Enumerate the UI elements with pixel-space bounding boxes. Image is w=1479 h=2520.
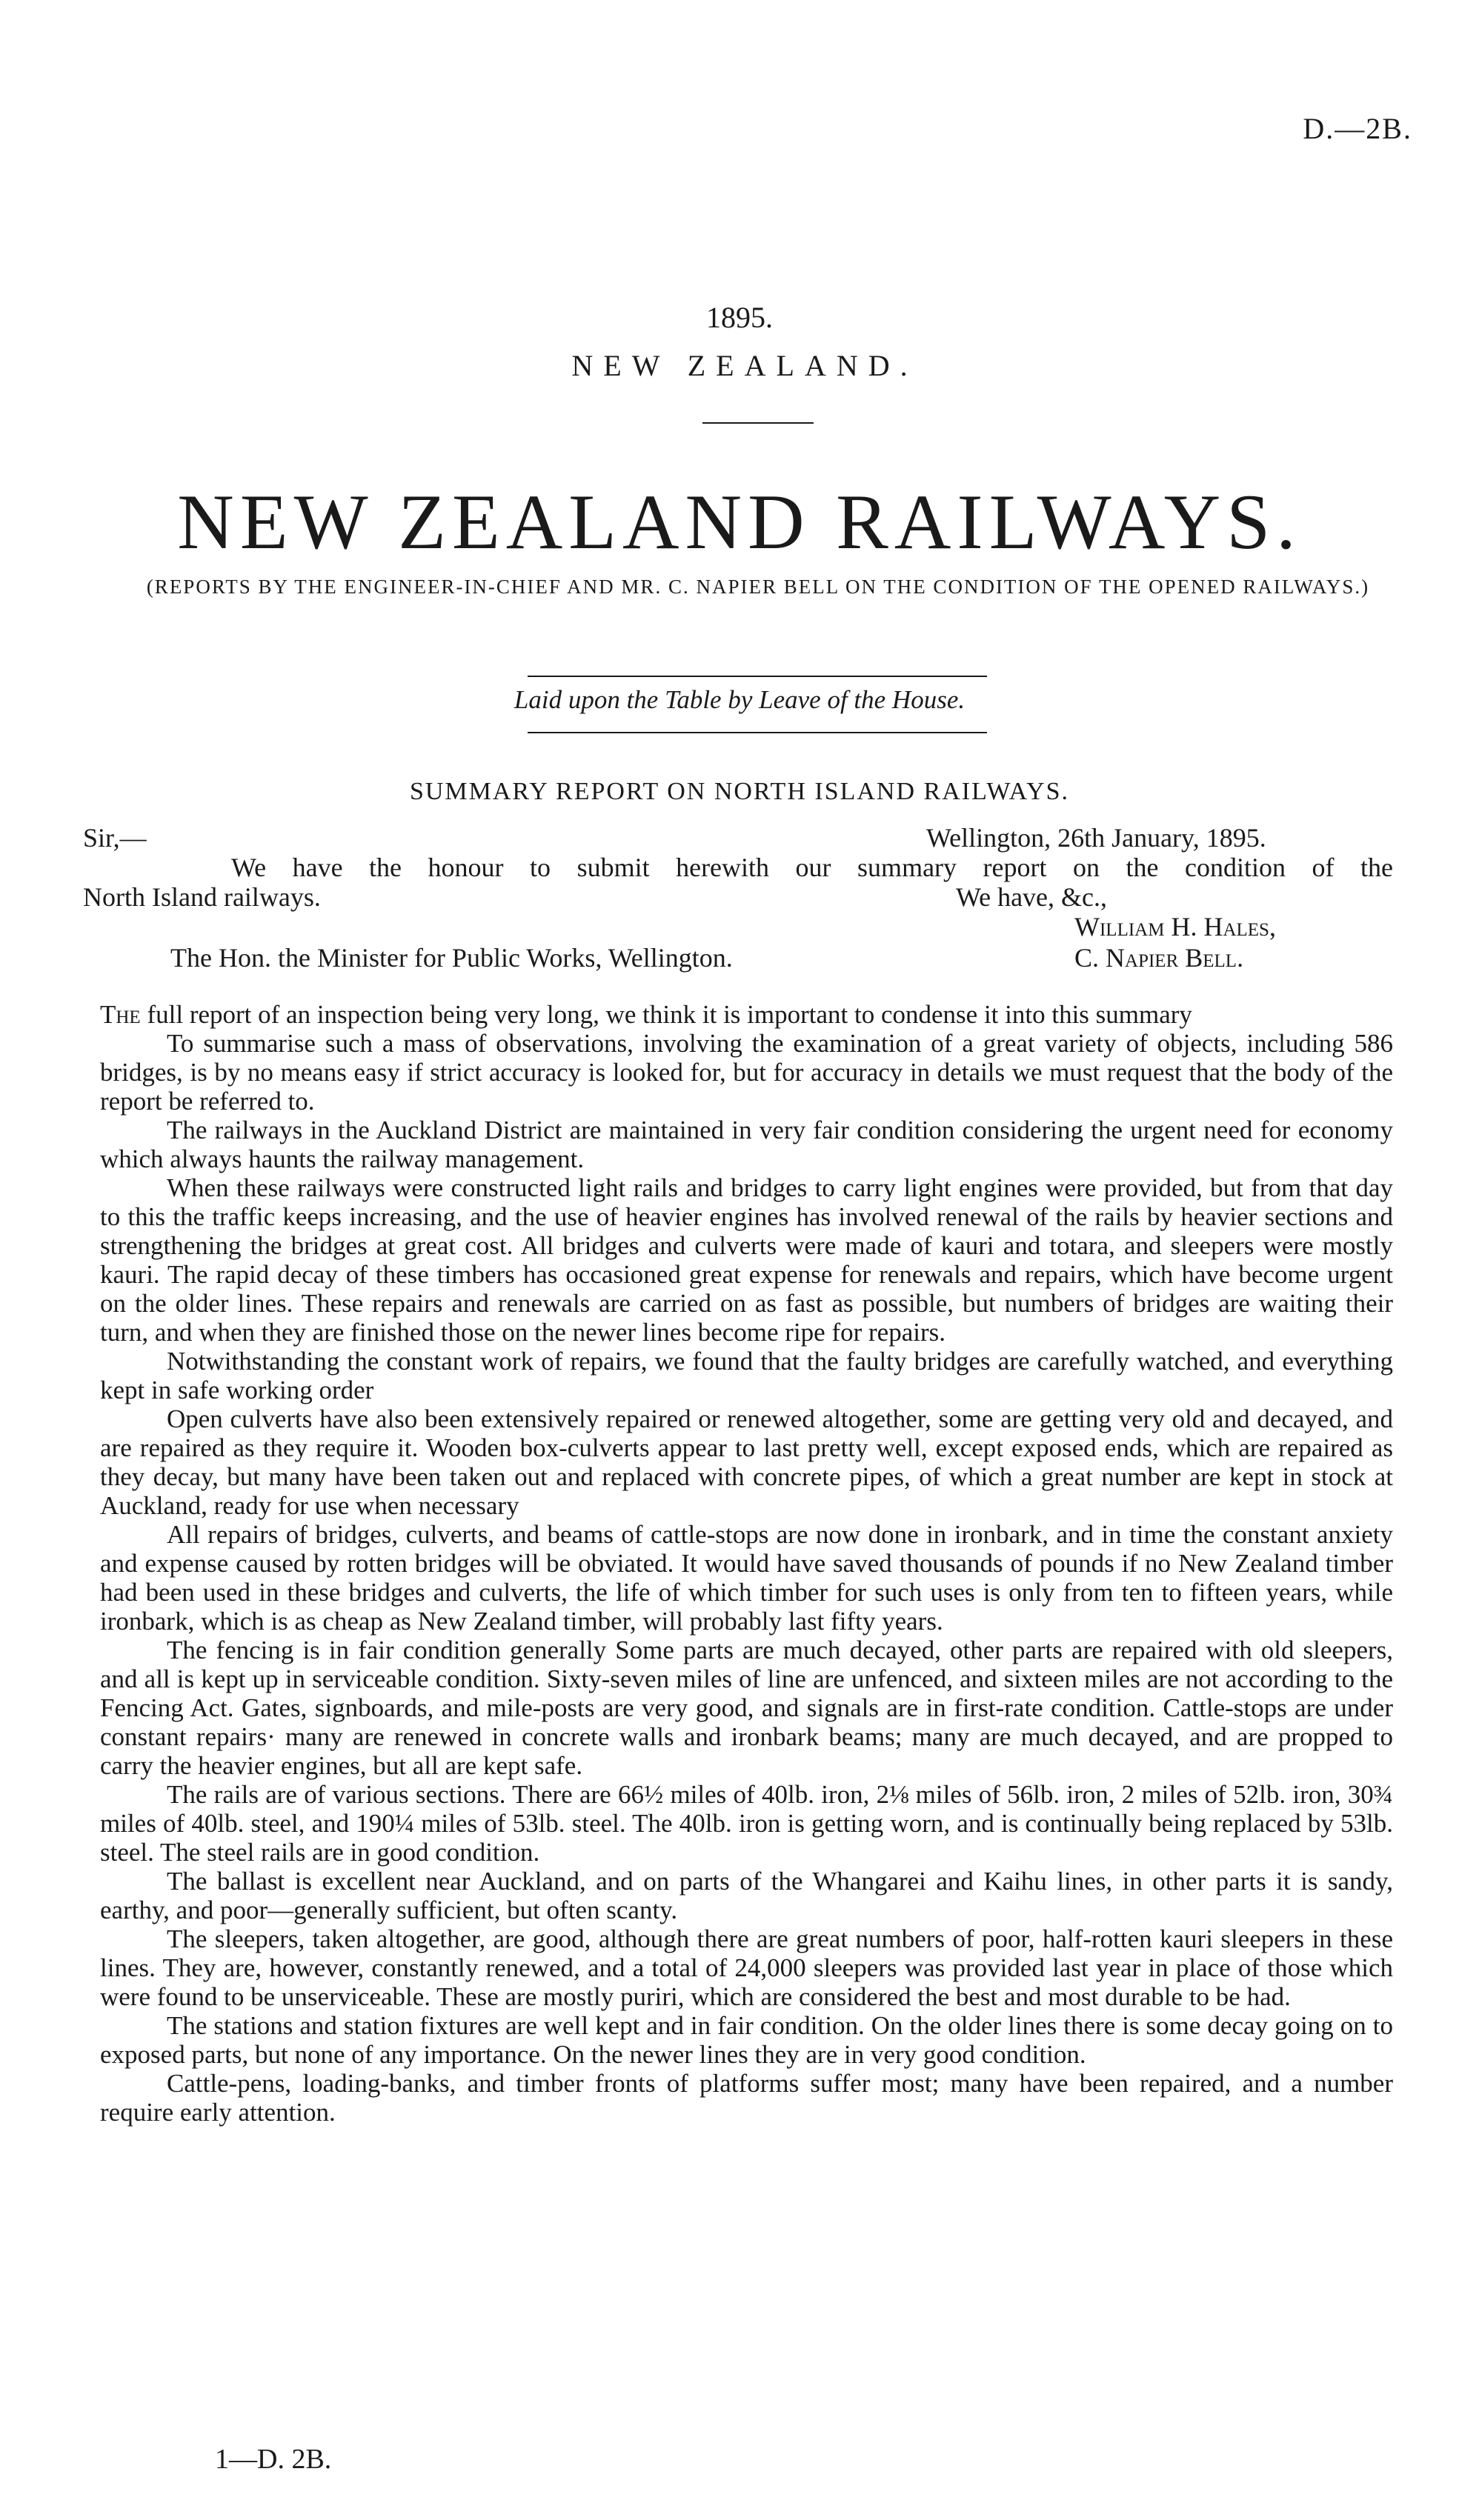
- report-paragraph: Open culverts have also been extensively repaired or renewed altogether, some are getting very old and decayed, and are repaired as they require it. Wooden box-culverts appear to last pretty well, except exposed ends, which are repaired as they decay, but many have been taken out and replaced with concrete pipes, of which a great number are kept in stock at Auckland, ready for use when necessary: [100, 1404, 1393, 1520]
- report-paragraph: Cattle-pens, loading-banks, and timber fronts of platforms suffer most; many have been repaired, and a number require early attention.: [100, 2069, 1393, 2127]
- publication-year: 1895.: [706, 301, 773, 334]
- signature: William H. Hales,: [1074, 912, 1276, 941]
- divider-rule: [528, 732, 987, 733]
- signature: C. Napier Bell.: [1074, 943, 1244, 973]
- report-paragraph: The sleepers, taken altogether, are good, although there are great numbers of poor, half-rotten kauri sleepers in these lines. They are, however, constantly renewed, and a total of 24,000 sleepers was provided last year in place of those which were found to be unserviceable. These are mostly puriri, which are considered the best and most durable to be had.: [100, 1924, 1393, 2011]
- letter-closing: We have, &c.,: [956, 882, 1108, 912]
- section-heading: SUMMARY REPORT ON NORTH ISLAND RAILWAYS.: [409, 778, 1070, 805]
- page-footer-reference: 1—D. 2B.: [215, 2444, 332, 2475]
- report-paragraph: The ballast is excellent near Auckland, and on parts of the Whangarei and Kaihu lines, in other parts it is sandy, earthy, and poor—generally sufficient, but often scanty.: [100, 1867, 1393, 1924]
- report-paragraph: When these railways were constructed light rails and bridges to carry light engines were provided, but from that day to this the traffic keeps increasing, and the use of heavier engines has involved renewal of the rails by heavier sections and strengthening the bridges at great cost. All bridges and culverts were made of kauri and totara, and sleepers were mostly kauri. The rapid decay of these timbers has occasioned great expense for renewals and repairs, which have become urgent on the older lines. These repairs and renewals are carried on as fast as possible, but numbers of bridges are waiting their turn, and when they are finished those on the newer lines become ripe for repairs.: [100, 1173, 1393, 1347]
- drop-word: The: [100, 1000, 141, 1029]
- salutation: Sir,—: [83, 823, 147, 853]
- paper-reference: D.—2B.: [1303, 112, 1412, 145]
- divider-rule: [702, 422, 814, 424]
- addressee: The Hon. the Minister for Public Works, Wellington.: [170, 943, 733, 973]
- report-paragraph: The fencing is in fair condition generally Some parts are much decayed, other parts are repaired with old sleepers, and all is kept up in serviceable condition. Sixty-seven miles of line are unfenced, and sixteen miles are not according to the Fencing Act. Gates, signboards, and mile-posts are very good, and signals are in first-rate condition. Cattle-stops are under constant repairs· many are renewed in concrete walls and ironbark beams; many are much decayed, and are propped to carry the heavier engines, but all are kept safe.: [100, 1636, 1393, 1780]
- page-title: NEW ZEALAND RAILWAYS.: [177, 479, 1302, 565]
- letter-body-line: We have the honour to submit herewith our summary report on the condition of the: [231, 853, 1393, 882]
- report-paragraph: Notwithstanding the constant work of repairs, we found that the faulty bridges are carefully watched, and everything kept in safe working order: [100, 1347, 1393, 1404]
- report-paragraph: The stations and station fixtures are well kept and in fair condition. On the older lines there is some decay going on to exposed parts, but none of any importance. On the newer lines they are in very good condition.: [100, 2011, 1393, 2069]
- report-paragraph: The full report of an inspection being very long, we think it is important to condense it into this summary: [100, 1000, 1192, 1029]
- letter-body-line: North Island railways.: [83, 882, 321, 912]
- report-body: [100, 1000, 1393, 2127]
- report-paragraph: All repairs of bridges, culverts, and beams of cattle-stops are now done in ironbark, and in time the constant anxiety and expense caused by rotten bridges will be obviated. It would have saved thousands of pounds if no New Zealand timber had been used in these bridges and culverts, the life of which timber for such uses is only from ten to fifteen years, while ironbark, which is as cheap as New Zealand timber, will probably last fifty years.: [100, 1520, 1393, 1636]
- page-subtitle: (REPORTS BY THE ENGINEER-IN-CHIEF AND MR. C. NAPIER BELL ON THE CONDITION OF THE OPENED RAILWAYS.): [146, 576, 1370, 598]
- report-paragraph: The rails are of various sections. There are 66½ miles of 40lb. iron, 2⅛ miles of 56lb. iron, 2 miles of 52lb. iron, 30¾ miles of 40lb. steel, and 190¼ miles of 53lb. steel. The 40lb. iron is getting worn, and is continually being replaced by 53lb. steel. The steel rails are in good condition.: [100, 1780, 1393, 1867]
- country-heading: NEW ZEALAND.: [571, 349, 918, 382]
- report-paragraph: To summarise such a mass of observations, involving the examination of a great variety of objects, including 586 bridges, is by no means easy if strict accuracy is looked for, but for accuracy in details we must request that the body of the report be referred to.: [100, 1029, 1393, 1116]
- report-paragraph: The railways in the Auckland District are maintained in very fair condition considering the urgent need for economy which always haunts the railway management.: [100, 1116, 1393, 1173]
- place-date: Wellington, 26th January, 1895.: [926, 823, 1266, 853]
- divider-rule: [528, 676, 987, 677]
- laid-upon-table-note: Laid upon the Table by Leave of the House.: [514, 685, 965, 714]
